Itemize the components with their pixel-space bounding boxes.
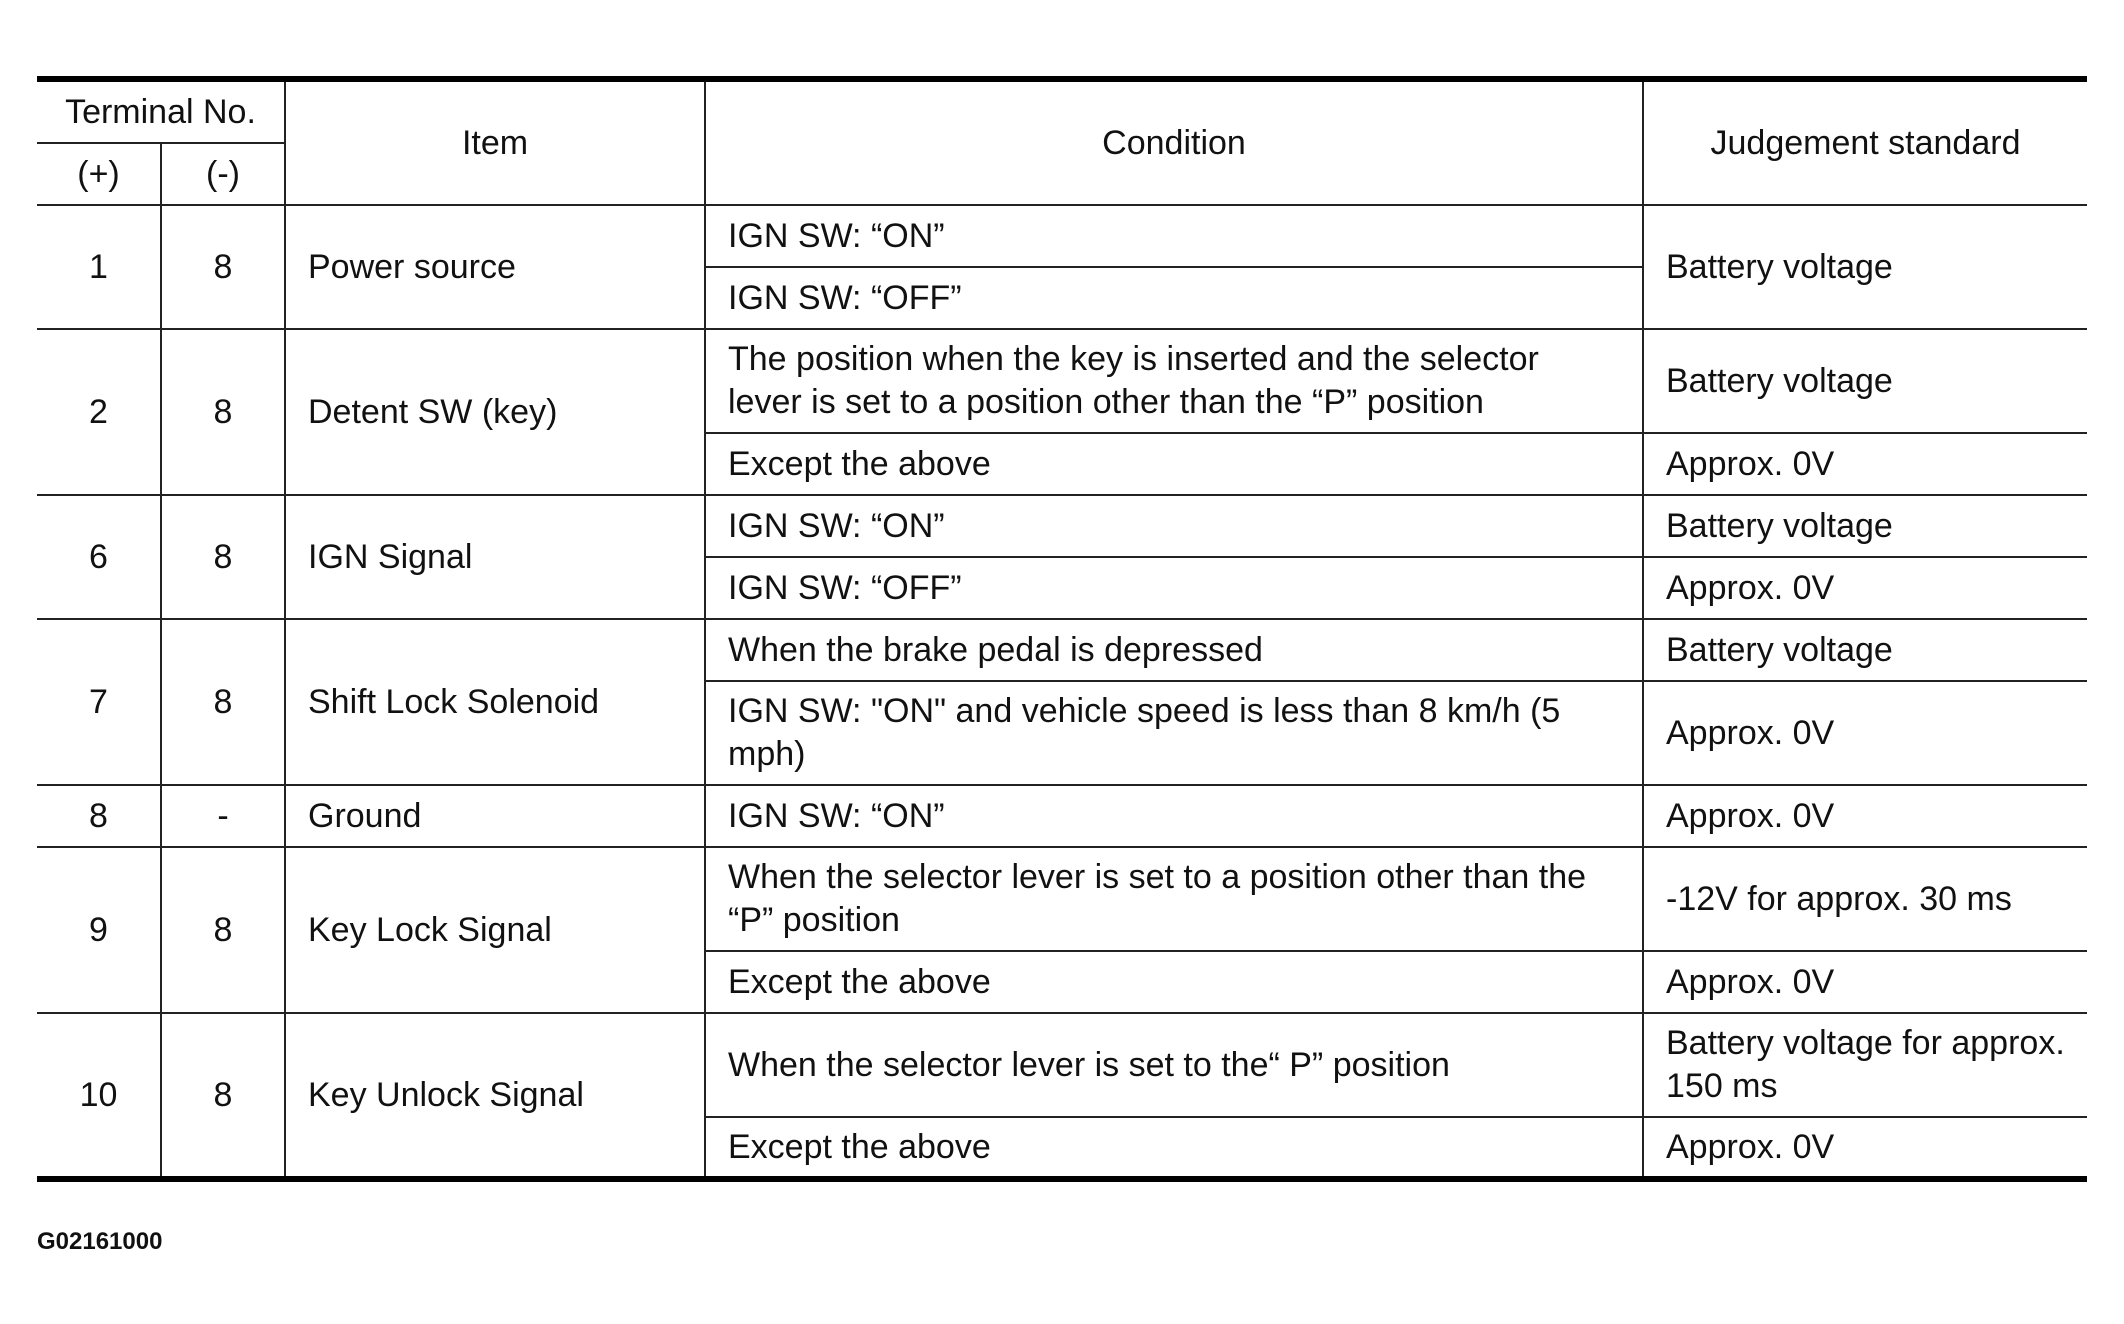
item-cell: Detent SW (key): [285, 329, 705, 495]
judgement-cell: Approx. 0V: [1643, 785, 2087, 847]
table-row: [37, 847, 2087, 951]
table-row: [37, 785, 2087, 847]
plus-terminal-cell: 7: [37, 619, 161, 785]
minus-terminal-cell: 8: [161, 847, 285, 1013]
condition-header: Condition: [705, 79, 1643, 205]
condition-cell: Except the above: [705, 433, 1643, 495]
item-cell: Shift Lock Solenoid: [285, 619, 705, 785]
condition-cell: IGN SW: “ON”: [705, 785, 1643, 847]
plus-terminal-cell: 8: [37, 785, 161, 847]
table-row: [37, 1013, 2087, 1117]
judgement-standard-header: Judgement standard: [1643, 79, 2087, 205]
minus-terminal-cell: 8: [161, 205, 285, 329]
minus-terminal-cell: 8: [161, 619, 285, 785]
plus-terminal-cell: 10: [37, 1013, 161, 1179]
judgement-cell: Approx. 0V: [1643, 433, 2087, 495]
judgement-cell: Battery voltage for approx. 150 ms: [1643, 1013, 2087, 1117]
plus-terminal-cell: 9: [37, 847, 161, 1013]
condition-cell: IGN SW: “OFF”: [705, 267, 1643, 329]
condition-cell: IGN SW: “ON”: [705, 205, 1643, 267]
minus-terminal-header: (-): [161, 143, 285, 205]
condition-cell: When the selector lever is set to a position other than the “P” position: [705, 847, 1643, 951]
condition-cell: IGN SW: “OFF”: [705, 557, 1643, 619]
minus-terminal-cell: -: [161, 785, 285, 847]
terminal-no-header: Terminal No.: [37, 79, 285, 143]
judgement-cell: Battery voltage: [1643, 495, 2087, 557]
table-row: [37, 205, 2087, 267]
plus-terminal-cell: 1: [37, 205, 161, 329]
condition-cell: When the selector lever is set to the“ P” position: [705, 1013, 1643, 1117]
table-row: [37, 619, 2087, 681]
condition-cell: IGN SW: "ON" and vehicle speed is less than 8 km/h (5 mph): [705, 681, 1643, 785]
minus-terminal-cell: 8: [161, 495, 285, 619]
minus-terminal-cell: 8: [161, 329, 285, 495]
item-header: Item: [285, 79, 705, 205]
judgement-cell: Battery voltage: [1643, 205, 2087, 329]
judgement-cell: Battery voltage: [1643, 329, 2087, 433]
condition-cell: The position when the key is inserted and the selector lever is set to a position other than the “P” position: [705, 329, 1643, 433]
judgement-cell: -12V for approx. 30 ms: [1643, 847, 2087, 951]
item-cell: Key Lock Signal: [285, 847, 705, 1013]
judgement-cell: Approx. 0V: [1643, 681, 2087, 785]
minus-terminal-cell: 8: [161, 1013, 285, 1179]
terminal-spec-table: [37, 76, 2087, 1182]
table-row: [37, 329, 2087, 433]
judgement-cell: Battery voltage: [1643, 619, 2087, 681]
condition-cell: IGN SW: “ON”: [705, 495, 1643, 557]
figure-id-label: G02161000: [37, 1228, 163, 1255]
item-cell: IGN Signal: [285, 495, 705, 619]
condition-cell: Except the above: [705, 951, 1643, 1013]
judgement-cell: Approx. 0V: [1643, 557, 2087, 619]
table-row: [37, 495, 2087, 557]
judgement-cell: Approx. 0V: [1643, 951, 2087, 1013]
item-cell: Key Unlock Signal: [285, 1013, 705, 1179]
item-cell: Power source: [285, 205, 705, 329]
judgement-cell: Approx. 0V: [1643, 1117, 2087, 1179]
condition-cell: When the brake pedal is depressed: [705, 619, 1643, 681]
plus-terminal-header: (+): [37, 143, 161, 205]
plus-terminal-cell: 6: [37, 495, 161, 619]
plus-terminal-cell: 2: [37, 329, 161, 495]
item-cell: Ground: [285, 785, 705, 847]
condition-cell: Except the above: [705, 1117, 1643, 1179]
